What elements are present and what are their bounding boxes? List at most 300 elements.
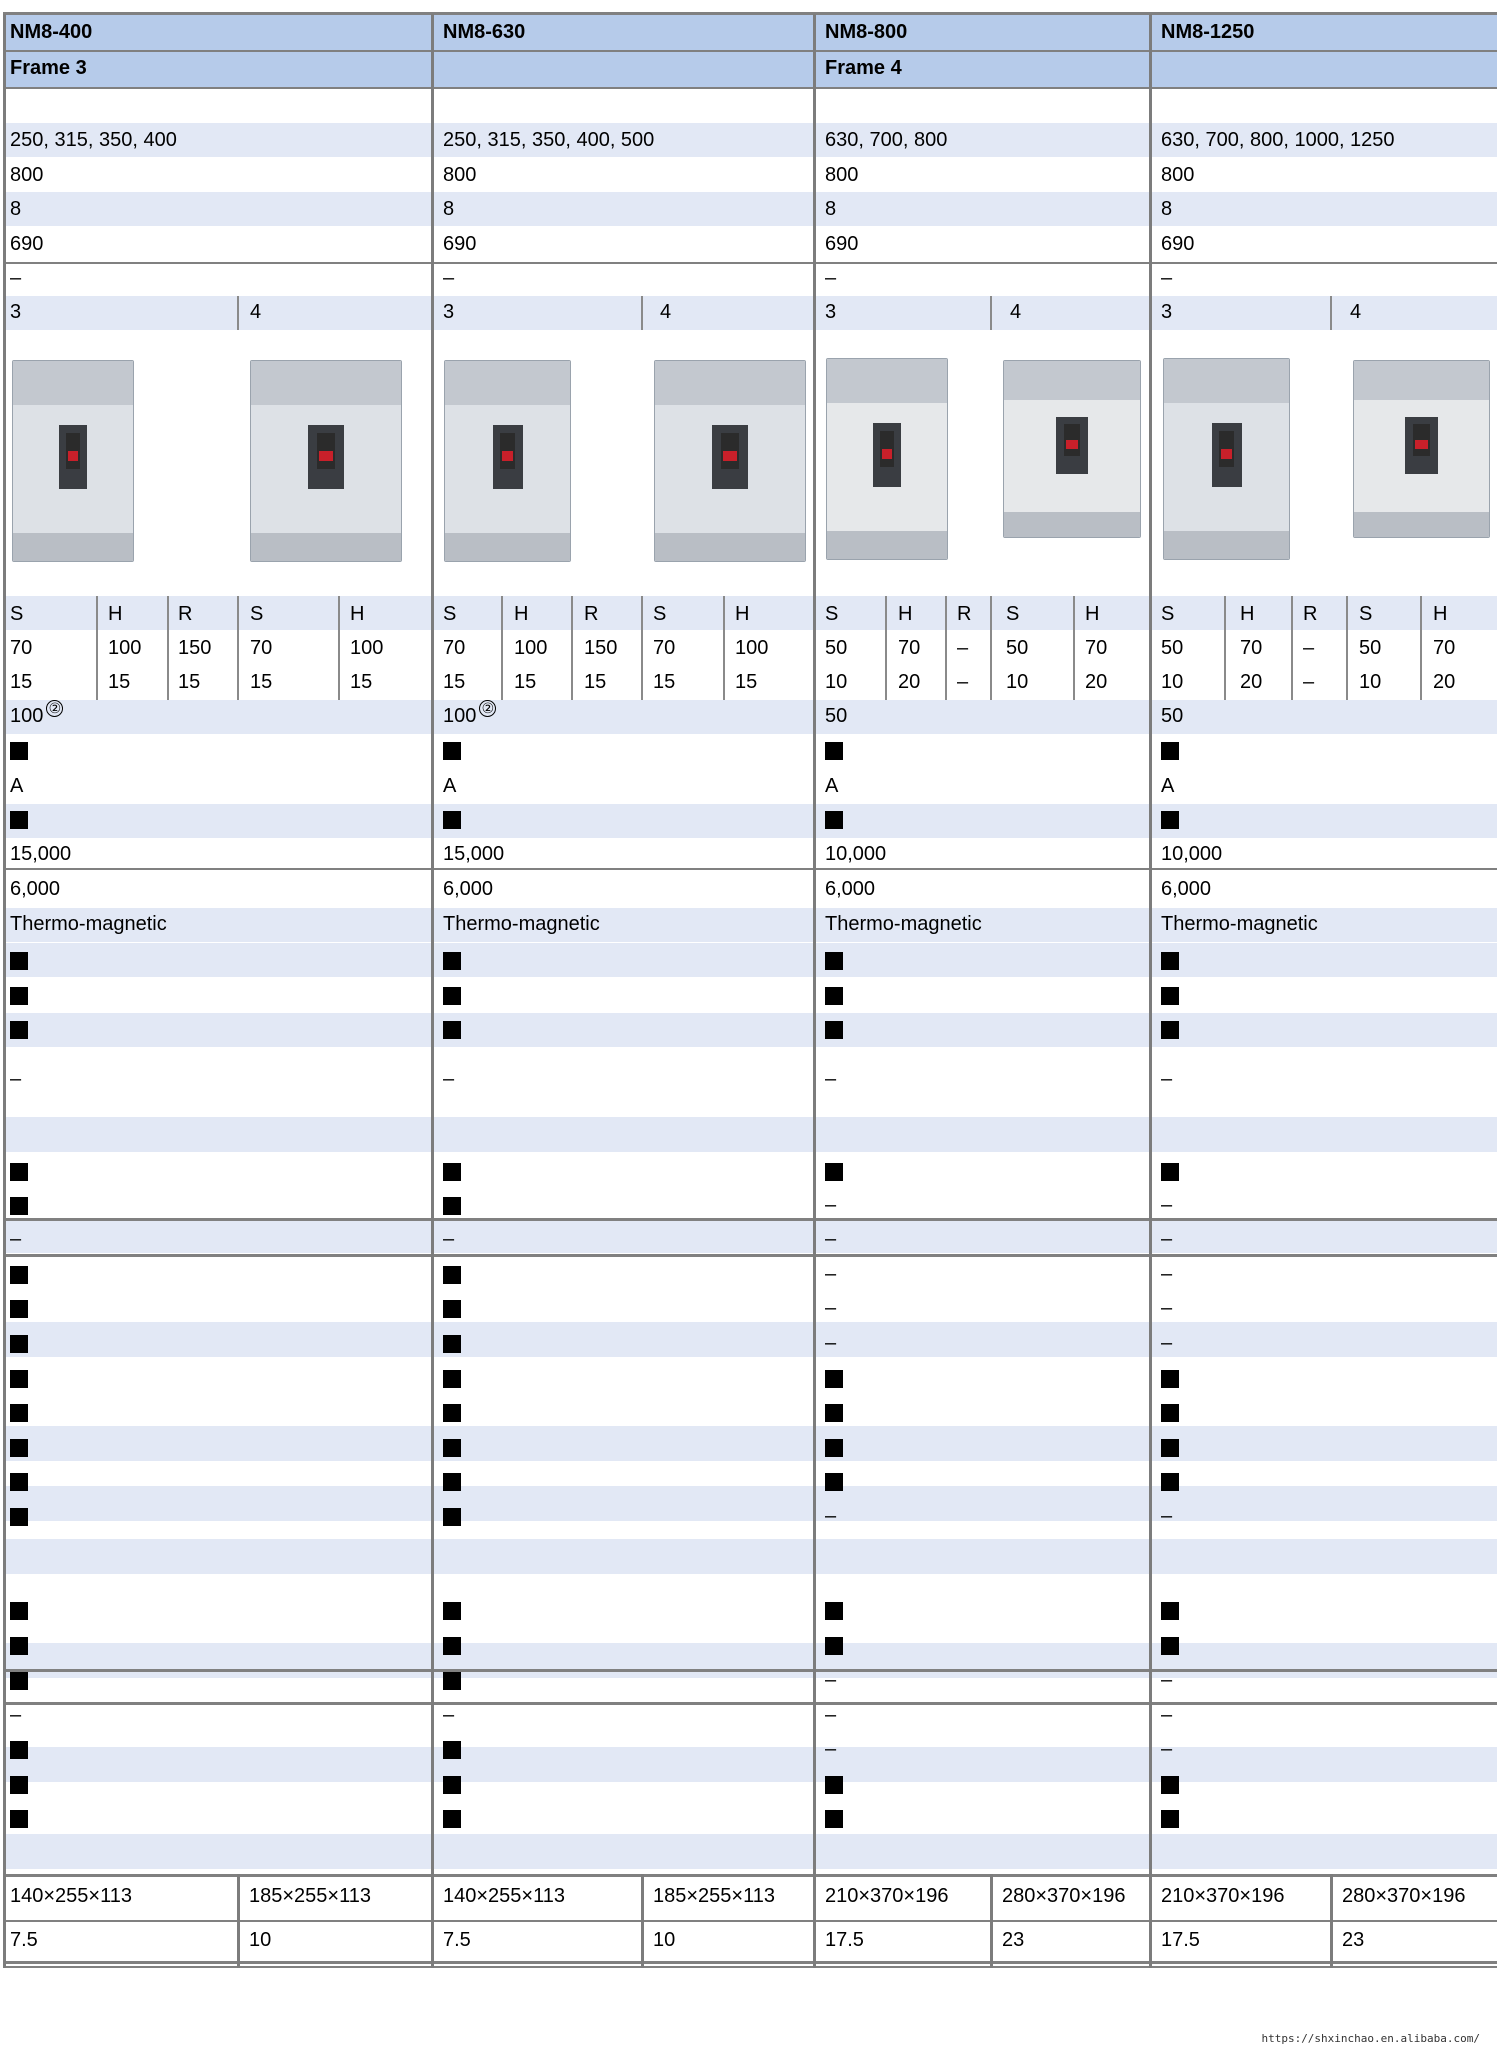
utilization-category: A bbox=[825, 775, 839, 797]
breaking-class-letter: H bbox=[350, 603, 365, 625]
icu-value: 150 bbox=[584, 637, 618, 659]
header-rule bbox=[3, 50, 1497, 52]
section-rule bbox=[3, 262, 1497, 264]
source-url[interactable]: https://shxinchao.en.alibaba.com/ bbox=[1261, 2032, 1480, 2045]
icu-value: 70 bbox=[250, 637, 273, 659]
breaker-bottom-terminals bbox=[251, 533, 401, 561]
not-applicable-dash: – bbox=[825, 1332, 837, 1354]
poles-3: 3 bbox=[825, 301, 837, 323]
value-690: 690 bbox=[1161, 233, 1195, 255]
breaking-class-letter: S bbox=[1006, 603, 1020, 625]
icu-value: 70 bbox=[10, 637, 33, 659]
breaking-class-letter: R bbox=[1303, 603, 1318, 625]
icu-value: 70 bbox=[898, 637, 921, 659]
sub-column-divider bbox=[338, 596, 340, 700]
shaded-row bbox=[3, 1834, 1497, 1869]
model-name-nm8-400: NM8-400 bbox=[10, 21, 93, 43]
column-divider bbox=[1149, 87, 1152, 1968]
ics-value: 15 bbox=[178, 671, 201, 693]
icu-value: 70 bbox=[653, 637, 676, 659]
mechanical-life: 15,000 bbox=[10, 843, 72, 865]
not-applicable-dash: – bbox=[1161, 1704, 1173, 1726]
ics-value: 20 bbox=[1085, 671, 1108, 693]
ics-percent-value: 50 bbox=[825, 705, 848, 727]
utilization-category: A bbox=[443, 775, 457, 797]
breaker-top-terminals bbox=[1004, 361, 1140, 400]
filled-square-icon bbox=[443, 987, 461, 1005]
ics-percent-value: 100 ② bbox=[443, 706, 496, 726]
electrical-life: 6,000 bbox=[825, 878, 876, 900]
breaker-trip-indicator bbox=[1221, 449, 1232, 459]
rated-current-values: 250, 315, 350, 400, 500 bbox=[443, 129, 655, 151]
filled-square-icon bbox=[10, 1370, 28, 1388]
ics-value: 15 bbox=[443, 671, 466, 693]
rated-current-values: 630, 700, 800 bbox=[825, 129, 948, 151]
pole-sub-divider bbox=[1330, 296, 1332, 330]
weight-4-pole: 10 bbox=[653, 1929, 676, 1951]
model-name-nm8-630: NM8-630 bbox=[443, 21, 526, 43]
shaded-row bbox=[3, 1322, 1497, 1357]
shaded-row bbox=[3, 192, 1497, 226]
not-applicable-dash: – bbox=[825, 1669, 837, 1691]
filled-square-icon bbox=[825, 1776, 843, 1794]
filled-square-icon bbox=[10, 1439, 28, 1457]
trip-unit-type: Thermo-magnetic bbox=[1161, 913, 1318, 935]
model-name-nm8-1250: NM8-1250 bbox=[1161, 21, 1255, 43]
filled-square-icon bbox=[10, 1197, 28, 1215]
not-applicable-dash: – bbox=[1161, 1669, 1173, 1691]
filled-square-icon bbox=[443, 742, 461, 760]
weight-3-pole: 7.5 bbox=[10, 1929, 38, 1951]
icu-value: 70 bbox=[443, 637, 466, 659]
breaking-class-letter: S bbox=[653, 603, 667, 625]
shaded-row bbox=[3, 700, 1497, 734]
dimension-3-pole: 210×370×196 bbox=[825, 1885, 949, 1907]
filled-square-icon bbox=[443, 1021, 461, 1039]
sub-column-divider bbox=[885, 596, 887, 700]
not-applicable-dash: – bbox=[1161, 267, 1173, 289]
dimension-3-pole: 140×255×113 bbox=[10, 1885, 132, 1907]
shaded-row bbox=[3, 1486, 1497, 1521]
shaded-row bbox=[3, 1426, 1497, 1461]
filled-square-icon bbox=[443, 1741, 461, 1759]
trip-unit-type: Thermo-magnetic bbox=[825, 913, 982, 935]
ics-percent-value: 50 bbox=[1161, 705, 1184, 727]
filled-square-icon bbox=[443, 1439, 461, 1457]
breaker-trip-indicator bbox=[1066, 440, 1078, 449]
icu-value: 100 bbox=[735, 637, 769, 659]
filled-square-icon bbox=[443, 1266, 461, 1284]
filled-square-icon bbox=[1161, 1810, 1179, 1828]
weight-3-pole: 7.5 bbox=[443, 1929, 471, 1951]
not-applicable-dash: – bbox=[1161, 1263, 1173, 1285]
breaker-top-terminals bbox=[251, 361, 401, 405]
filled-square-icon bbox=[825, 1637, 843, 1655]
icu-value: 150 bbox=[178, 637, 212, 659]
icu-value: – bbox=[957, 637, 969, 659]
weight-4-pole: 10 bbox=[249, 1929, 272, 1951]
icu-value: 70 bbox=[1240, 637, 1263, 659]
breaking-class-letter: H bbox=[1433, 603, 1448, 625]
dimension-sub-divider bbox=[237, 1874, 240, 1968]
filled-square-icon bbox=[825, 1163, 843, 1181]
value-690: 690 bbox=[10, 233, 44, 255]
breaking-class-letter: H bbox=[898, 603, 913, 625]
not-applicable-dash: – bbox=[1161, 1228, 1173, 1250]
dimension-sub-divider bbox=[990, 1874, 993, 1968]
ics-value: 20 bbox=[1433, 671, 1456, 693]
breaker-image-nm8-800-4p bbox=[1003, 360, 1141, 538]
breaker-trip-indicator bbox=[319, 451, 333, 461]
value-690: 690 bbox=[443, 233, 477, 255]
breaking-class-letter: S bbox=[443, 603, 457, 625]
sub-column-divider bbox=[945, 596, 947, 700]
breaking-class-letter: H bbox=[1240, 603, 1255, 625]
filled-square-icon bbox=[10, 987, 28, 1005]
poles-4: 4 bbox=[1010, 301, 1022, 323]
shaded-row bbox=[3, 596, 1497, 630]
filled-square-icon bbox=[10, 1741, 28, 1759]
pole-sub-divider bbox=[641, 296, 643, 330]
dimension-3-pole: 140×255×113 bbox=[443, 1885, 565, 1907]
filled-square-icon bbox=[443, 1810, 461, 1828]
ics-value: 15 bbox=[108, 671, 131, 693]
filled-square-icon bbox=[825, 1021, 843, 1039]
breaking-class-letter: R bbox=[584, 603, 599, 625]
filled-square-icon bbox=[825, 1404, 843, 1422]
poles-4: 4 bbox=[1350, 301, 1362, 323]
value-8: 8 bbox=[825, 198, 837, 220]
breaker-bottom-terminals bbox=[827, 531, 947, 559]
filled-square-icon bbox=[10, 742, 28, 760]
value-690: 690 bbox=[825, 233, 859, 255]
breaking-class-letter: H bbox=[1085, 603, 1100, 625]
not-applicable-dash: – bbox=[1161, 1194, 1173, 1216]
filled-square-icon bbox=[1161, 811, 1179, 829]
filled-square-icon bbox=[1161, 1404, 1179, 1422]
filled-square-icon bbox=[825, 987, 843, 1005]
filled-square-icon bbox=[1161, 1370, 1179, 1388]
sub-column-divider bbox=[641, 596, 643, 700]
shaded-row bbox=[3, 1117, 1497, 1152]
table-top-rule bbox=[3, 12, 1497, 15]
not-applicable-dash: – bbox=[1161, 1297, 1173, 1319]
icu-value: 50 bbox=[1006, 637, 1029, 659]
breaker-image-nm8-800-3p bbox=[826, 358, 948, 560]
not-applicable-dash: – bbox=[10, 267, 22, 289]
model-name-nm8-800: NM8-800 bbox=[825, 21, 908, 43]
section-rule bbox=[3, 868, 1497, 870]
ics-value: 10 bbox=[825, 671, 848, 693]
filled-square-icon bbox=[1161, 1439, 1179, 1457]
section-rule bbox=[3, 1218, 1497, 1221]
ics-value: – bbox=[957, 671, 969, 693]
not-applicable-dash: – bbox=[825, 267, 837, 289]
note-2-marker: ② bbox=[479, 700, 496, 717]
shaded-row bbox=[3, 1747, 1497, 1782]
frame-rule bbox=[3, 87, 1497, 89]
breaking-class-letter: S bbox=[10, 603, 24, 625]
shaded-row bbox=[3, 1218, 1497, 1253]
weight-3-pole: 17.5 bbox=[825, 1929, 864, 1951]
icu-value: 100 bbox=[108, 637, 142, 659]
breaker-top-terminals bbox=[445, 361, 570, 405]
section-rule bbox=[3, 1702, 1497, 1705]
ics-value: 15 bbox=[514, 671, 537, 693]
trip-unit-type: Thermo-magnetic bbox=[10, 913, 167, 935]
shaded-row bbox=[3, 1539, 1497, 1574]
breaker-image-nm8-400-3p bbox=[12, 360, 134, 562]
filled-square-icon bbox=[10, 1473, 28, 1491]
table-left-border bbox=[3, 14, 6, 1968]
poles-3: 3 bbox=[1161, 301, 1173, 323]
ics-value: 20 bbox=[898, 671, 921, 693]
rated-current-values: 250, 315, 350, 400 bbox=[10, 129, 177, 151]
pole-sub-divider bbox=[237, 296, 239, 330]
breaker-image-nm8-1250-4p bbox=[1353, 360, 1490, 538]
breaker-bottom-terminals bbox=[1004, 512, 1140, 537]
dimension-sub-divider bbox=[641, 1874, 644, 1968]
icu-value: 70 bbox=[1433, 637, 1456, 659]
filled-square-icon bbox=[1161, 952, 1179, 970]
icu-value: 100 bbox=[514, 637, 548, 659]
filled-square-icon bbox=[10, 1810, 28, 1828]
filled-square-icon bbox=[10, 1508, 28, 1526]
sub-column-divider bbox=[1224, 596, 1226, 700]
filled-square-icon bbox=[443, 1602, 461, 1620]
not-applicable-dash: – bbox=[825, 1505, 837, 1527]
frame-header-band bbox=[3, 51, 1497, 87]
filled-square-icon bbox=[1161, 1637, 1179, 1655]
filled-square-icon bbox=[443, 1473, 461, 1491]
shaded-row bbox=[3, 943, 1497, 977]
breaker-image-nm8-400-4p bbox=[250, 360, 402, 562]
shaded-row bbox=[3, 1643, 1497, 1678]
filled-square-icon bbox=[10, 952, 28, 970]
not-applicable-dash: – bbox=[825, 1068, 837, 1090]
filled-square-icon bbox=[1161, 987, 1179, 1005]
breaker-bottom-terminals bbox=[445, 533, 570, 561]
utilization-category: A bbox=[1161, 775, 1175, 797]
value-800: 800 bbox=[825, 164, 859, 186]
breaking-class-letter: S bbox=[1161, 603, 1175, 625]
sub-column-divider bbox=[571, 596, 573, 700]
not-applicable-dash: – bbox=[825, 1194, 837, 1216]
filled-square-icon bbox=[825, 742, 843, 760]
not-applicable-dash: – bbox=[1161, 1332, 1173, 1354]
filled-square-icon bbox=[1161, 1473, 1179, 1491]
sub-column-divider bbox=[167, 596, 169, 700]
frame-label: Frame 3 bbox=[10, 57, 87, 79]
not-applicable-dash: – bbox=[1161, 1068, 1173, 1090]
filled-square-icon bbox=[10, 1672, 28, 1690]
dimension-4-pole: 185×255×113 bbox=[249, 1885, 371, 1907]
icu-value: 50 bbox=[825, 637, 848, 659]
dimension-4-pole: 280×370×196 bbox=[1002, 1885, 1126, 1907]
section-rule bbox=[3, 1254, 1497, 1257]
sub-column-divider bbox=[1073, 596, 1075, 700]
not-applicable-dash: – bbox=[1161, 1738, 1173, 1760]
filled-square-icon bbox=[825, 952, 843, 970]
mechanical-life: 10,000 bbox=[1161, 843, 1223, 865]
value-800: 800 bbox=[10, 164, 44, 186]
breaking-class-letter: H bbox=[735, 603, 750, 625]
sub-column-divider bbox=[1420, 596, 1422, 700]
not-applicable-dash: – bbox=[10, 1704, 22, 1726]
filled-square-icon bbox=[443, 1404, 461, 1422]
icu-value: – bbox=[1303, 637, 1315, 659]
breaker-trip-indicator bbox=[723, 451, 737, 461]
breaking-class-letter: R bbox=[957, 603, 972, 625]
column-divider bbox=[813, 14, 816, 1968]
breaker-bottom-terminals bbox=[655, 533, 805, 561]
sub-column-divider bbox=[237, 596, 239, 700]
breaker-bottom-terminals bbox=[1164, 531, 1289, 559]
poles-4: 4 bbox=[250, 301, 262, 323]
sub-column-divider bbox=[1346, 596, 1348, 700]
weight-4-pole: 23 bbox=[1002, 1929, 1025, 1951]
ics-value: 15 bbox=[10, 671, 33, 693]
ics-value: 10 bbox=[1006, 671, 1029, 693]
mechanical-life: 10,000 bbox=[825, 843, 887, 865]
table-bottom-rule bbox=[3, 1961, 1497, 1964]
ics-value: 15 bbox=[584, 671, 607, 693]
sub-column-divider bbox=[501, 596, 503, 700]
not-applicable-dash: – bbox=[825, 1738, 837, 1760]
breaker-trip-indicator bbox=[1415, 440, 1427, 449]
weight-4-pole: 23 bbox=[1342, 1929, 1365, 1951]
filled-square-icon bbox=[1161, 1602, 1179, 1620]
shaded-row bbox=[3, 804, 1497, 838]
section-rule bbox=[3, 1874, 1497, 1877]
dimension-3-pole: 210×370×196 bbox=[1161, 1885, 1285, 1907]
filled-square-icon bbox=[825, 1370, 843, 1388]
filled-square-icon bbox=[443, 1163, 461, 1181]
icu-value: 100 bbox=[350, 637, 384, 659]
sub-column-divider bbox=[990, 596, 992, 700]
not-applicable-dash: – bbox=[443, 1704, 455, 1726]
shaded-row bbox=[3, 1013, 1497, 1047]
not-applicable-dash: – bbox=[1161, 1505, 1173, 1527]
filled-square-icon bbox=[443, 952, 461, 970]
ics-value: 15 bbox=[350, 671, 373, 693]
column-divider bbox=[813, 50, 816, 51]
filled-square-icon bbox=[825, 1602, 843, 1620]
mechanical-life: 15,000 bbox=[443, 843, 505, 865]
breaker-top-terminals bbox=[1164, 359, 1289, 403]
table-bottom-rule bbox=[3, 1966, 1497, 1968]
breaker-trip-indicator bbox=[882, 449, 893, 459]
filled-square-icon bbox=[825, 811, 843, 829]
filled-square-icon bbox=[443, 1508, 461, 1526]
sub-column-divider bbox=[96, 596, 98, 700]
not-applicable-dash: – bbox=[443, 1068, 455, 1090]
value-800: 800 bbox=[1161, 164, 1195, 186]
icu-value: 50 bbox=[1161, 637, 1184, 659]
note-2-marker: ② bbox=[46, 700, 63, 717]
icu-value: 70 bbox=[1085, 637, 1108, 659]
filled-square-icon bbox=[443, 1776, 461, 1794]
dimension-sub-divider bbox=[1330, 1874, 1333, 1968]
breaking-class-letter: S bbox=[250, 603, 264, 625]
breaker-top-terminals bbox=[827, 359, 947, 403]
filled-square-icon bbox=[10, 1602, 28, 1620]
breaking-class-letter: R bbox=[178, 603, 193, 625]
breaker-image-nm8-630-4p bbox=[654, 360, 806, 562]
not-applicable-dash: – bbox=[825, 1704, 837, 1726]
section-rule bbox=[3, 1920, 1497, 1922]
model-header-band bbox=[3, 14, 1497, 51]
filled-square-icon bbox=[10, 1404, 28, 1422]
breaking-class-letter: H bbox=[108, 603, 123, 625]
breaking-class-letter: S bbox=[825, 603, 839, 625]
ics-percent-value: 100 ② bbox=[10, 706, 63, 726]
ics-value: 15 bbox=[250, 671, 273, 693]
filled-square-icon bbox=[443, 1370, 461, 1388]
breaking-class-letter: H bbox=[514, 603, 529, 625]
ics-value: 10 bbox=[1359, 671, 1382, 693]
not-applicable-dash: – bbox=[825, 1228, 837, 1250]
value-8: 8 bbox=[1161, 198, 1173, 220]
trip-unit-type: Thermo-magnetic bbox=[443, 913, 600, 935]
weight-3-pole: 17.5 bbox=[1161, 1929, 1200, 1951]
sub-column-divider bbox=[723, 596, 725, 700]
filled-square-icon bbox=[1161, 1776, 1179, 1794]
ics-value: 15 bbox=[653, 671, 676, 693]
breaker-bottom-terminals bbox=[1354, 512, 1489, 537]
filled-square-icon bbox=[825, 1473, 843, 1491]
ics-value: – bbox=[1303, 671, 1315, 693]
filled-square-icon bbox=[825, 1439, 843, 1457]
frame-label: Frame 4 bbox=[825, 57, 902, 79]
rated-current-values: 630, 700, 800, 1000, 1250 bbox=[1161, 129, 1395, 151]
sub-column-divider bbox=[1291, 596, 1293, 700]
dimension-4-pole: 185×255×113 bbox=[653, 1885, 775, 1907]
electrical-life: 6,000 bbox=[1161, 878, 1212, 900]
electrical-life: 6,000 bbox=[10, 878, 61, 900]
poles-3: 3 bbox=[10, 301, 22, 323]
not-applicable-dash: – bbox=[443, 267, 455, 289]
filled-square-icon bbox=[443, 1300, 461, 1318]
filled-square-icon bbox=[10, 1300, 28, 1318]
breaker-trip-indicator bbox=[68, 451, 79, 461]
filled-square-icon bbox=[443, 1197, 461, 1215]
pole-sub-divider bbox=[990, 296, 992, 330]
filled-square-icon bbox=[10, 1163, 28, 1181]
filled-square-icon bbox=[1161, 1021, 1179, 1039]
value-8: 8 bbox=[10, 198, 22, 220]
not-applicable-dash: – bbox=[443, 1228, 455, 1250]
filled-square-icon bbox=[1161, 742, 1179, 760]
value-800: 800 bbox=[443, 164, 477, 186]
breaker-bottom-terminals bbox=[13, 533, 133, 561]
filled-square-icon bbox=[443, 1637, 461, 1655]
utilization-category: A bbox=[10, 775, 24, 797]
shaded-row bbox=[3, 296, 1497, 330]
not-applicable-dash: – bbox=[10, 1068, 22, 1090]
ics-value: 10 bbox=[1161, 671, 1184, 693]
filled-square-icon bbox=[10, 1776, 28, 1794]
filled-square-icon bbox=[10, 1637, 28, 1655]
filled-square-icon bbox=[10, 811, 28, 829]
breaker-image-nm8-1250-3p bbox=[1163, 358, 1290, 560]
ics-value: 15 bbox=[735, 671, 758, 693]
ics-value: 20 bbox=[1240, 671, 1263, 693]
filled-square-icon bbox=[825, 1810, 843, 1828]
breaker-image-nm8-630-3p bbox=[444, 360, 571, 562]
filled-square-icon bbox=[443, 1335, 461, 1353]
section-rule bbox=[3, 1669, 1497, 1672]
